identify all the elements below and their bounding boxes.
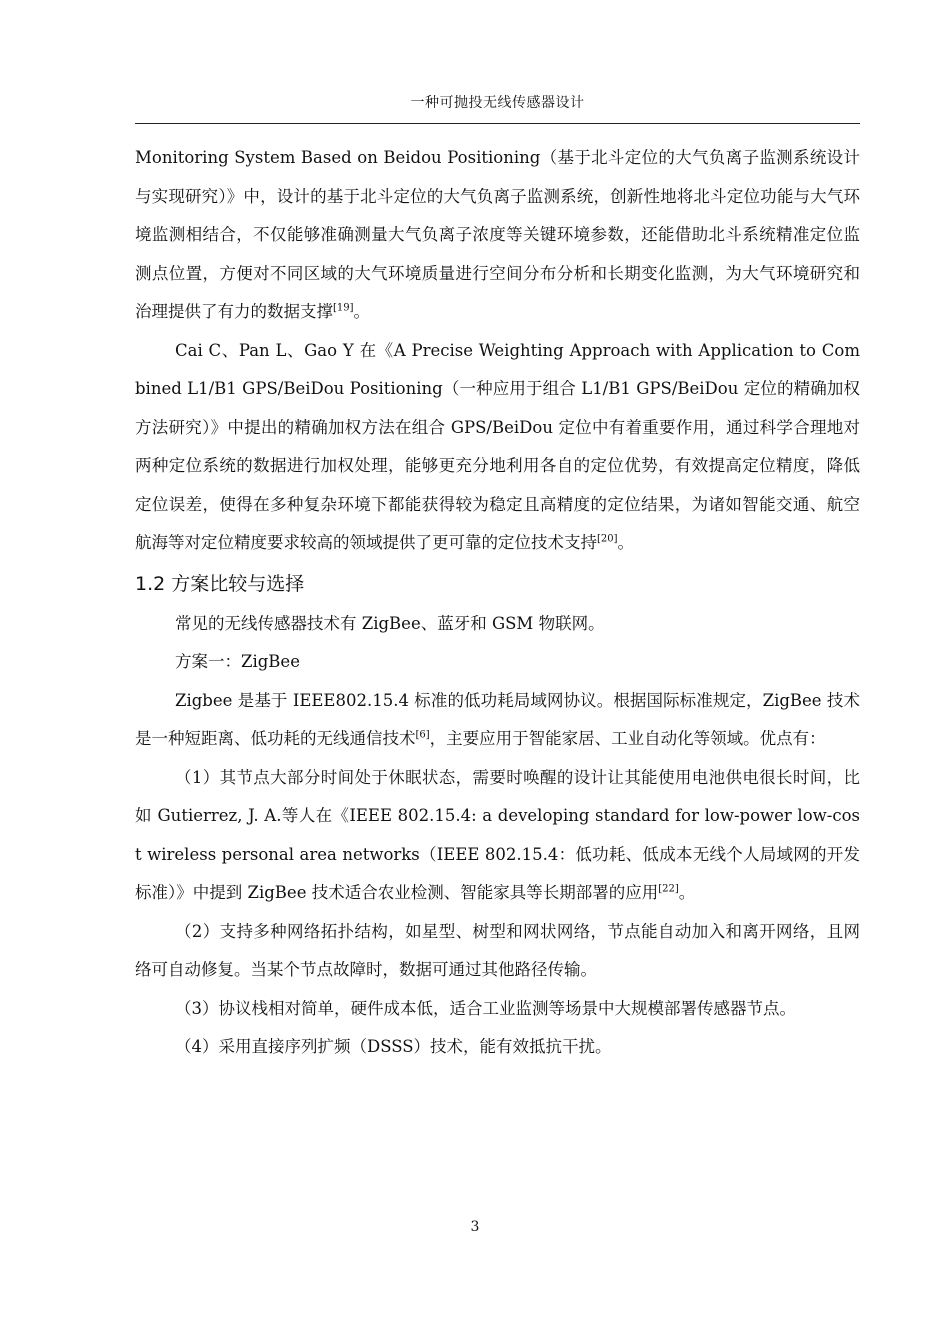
paragraph-advantage-3: （3）协议栈相对简单，硬件成本低，适合工业监测等场景中大规模部署传感器节点。 [175, 998, 796, 1018]
paragraph-intro: 常见的无线传感器技术有 ZigBee、蓝牙和 GSM 物联网。 [175, 613, 605, 633]
paragraph-end: 。 [353, 302, 371, 321]
paragraph-zigbee [135, 682, 860, 759]
section-heading: 1.2 方案比较与选择 [135, 572, 305, 595]
paragraph-end: 。 [678, 883, 696, 902]
paragraph-text: Cai C、Pan L、Gao Y 在《A Precise Weighting Approach with Application to Combined L1/B1 GPS/BeiDou Positioning（一种应用于组合 L1/B1 GPS/BeiDou 定位的精确加权方法研究）》中提出的精确加权方法在组合 GPS/BeiDou 定位中有着重要作用，通过科学合理地对两种定位系统的数据进行加权处理，能够更充分地利用各自的定位优势，有效提高定位精度，降低定位误差，使得在多种复杂环境下都能获得较为稳定且高精度的定位结果，为诸如智能交通、航空航海等对定位精度要求较高的领域提供了更可靠的定位技术支持 [135, 340, 860, 552]
header-rule [135, 123, 860, 124]
paragraph-option-one: 方案一：ZigBee [175, 652, 300, 671]
citation-ref: [22] [658, 883, 679, 895]
page-body [135, 139, 860, 1067]
page-number: 3 [470, 1219, 480, 1235]
paragraph-advantage-1 [135, 759, 860, 913]
running-header: 一种可抛投无线传感器设计 [410, 95, 585, 111]
citation-ref: [19] [333, 302, 354, 314]
paragraph-gps-beidou [135, 332, 860, 563]
paragraph-advantage-2: （2）支持多种网络拓扑结构，如星型、树型和网状网络，节点能自动加入和离开网络，且网络可自动修复。当某个节点故障时，数据可通过其他路径传输。 [135, 921, 860, 979]
paragraph-text: （1）其节点大部分时间处于休眠状态，需要时唤醒的设计让其能使用电池供电很长时间，比如 Gutierrez, J. A.等人在《IEEE 802.15.4: a developing standard for low-power low-cost wireless personal area networks（IEEE 802.15.4：低功耗、低成本无线个人局域网的开发标准）》中提到 ZigBee 技术适合农业检测、智能家具等长期部署的应用 [135, 767, 860, 902]
paragraph-text: Monitoring System Based on Beidou Positioning（基于北斗定位的大气负离子监测系统设计与实现研究）》中，设计的基于北斗定位的大气负离子监测系统，创新性地将北斗定位功能与大气环境监测相结合，不仅能够准确测量大气负离子浓度等关键环境参数，还能借助北斗系统精准定位监测点位置，方便对不同区域的大气环境质量进行空间分布分析和长期变化监测，为大气环境研究和治理提供了有力的数据支撑 [135, 148, 860, 321]
paragraph-advantage-4: （4）采用直接序列扩频（DSSS）技术，能有效抵抗干扰。 [175, 1037, 612, 1056]
paragraph-end: 。 [617, 533, 635, 552]
paragraph-text: Zigbee 是基于 IEEE802.15.4 标准的低功耗局域网协议。根据国际标准规定，ZigBee 技术是一种短距离、低功耗的无线通信技术 [135, 690, 860, 748]
paragraph-end: ，主要应用于智能家居、工业自动化等领域。优点有： [429, 729, 826, 748]
paragraph-continued-beidou [135, 139, 860, 332]
citation-ref: [20] [597, 533, 618, 545]
citation-ref: [6] [415, 729, 430, 741]
